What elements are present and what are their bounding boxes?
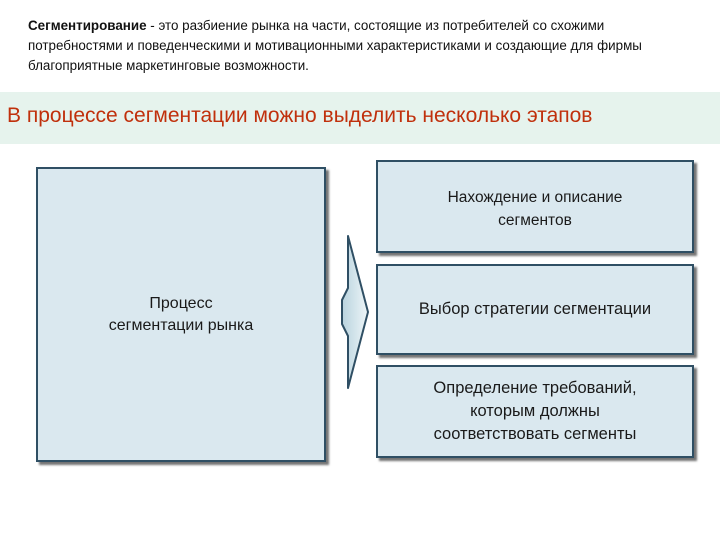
step-box-label	[433, 377, 636, 446]
definition-text	[28, 16, 696, 76]
process-box	[36, 167, 326, 462]
title-banner	[0, 92, 720, 144]
process-box-line2: сегментации рынка	[108, 317, 254, 334]
step-box-requirements	[376, 365, 694, 458]
banner-title: В процессе сегментации можно выделить несколько этапов	[7, 104, 593, 127]
step-box-label	[448, 186, 623, 232]
step-box-choose-strategy	[376, 264, 694, 355]
step1-line1: Нахождение и описание	[447, 189, 623, 206]
process-box-line1: Процесс	[149, 295, 213, 312]
process-arrow-icon	[338, 232, 372, 392]
step3-line2: которым должны	[470, 402, 600, 420]
definition-body: - это разбиение рынка на части, состоящие из потребителей со схожими потребностями и поведенческими и мотивационными характеристиками и создающие для фирмы благоприятные маркетинговые возможности.	[28, 18, 642, 73]
step3-line3: соответствовать сегменты	[433, 425, 637, 443]
step2-line1: Выбор стратегии сегментации	[418, 300, 652, 318]
step1-line2: сегментов	[498, 212, 572, 229]
process-box-label	[109, 293, 253, 337]
definition-term: Сегментирование	[28, 18, 147, 33]
step-box-find-segments	[376, 160, 694, 253]
step3-line1: Определение требований,	[433, 379, 637, 397]
